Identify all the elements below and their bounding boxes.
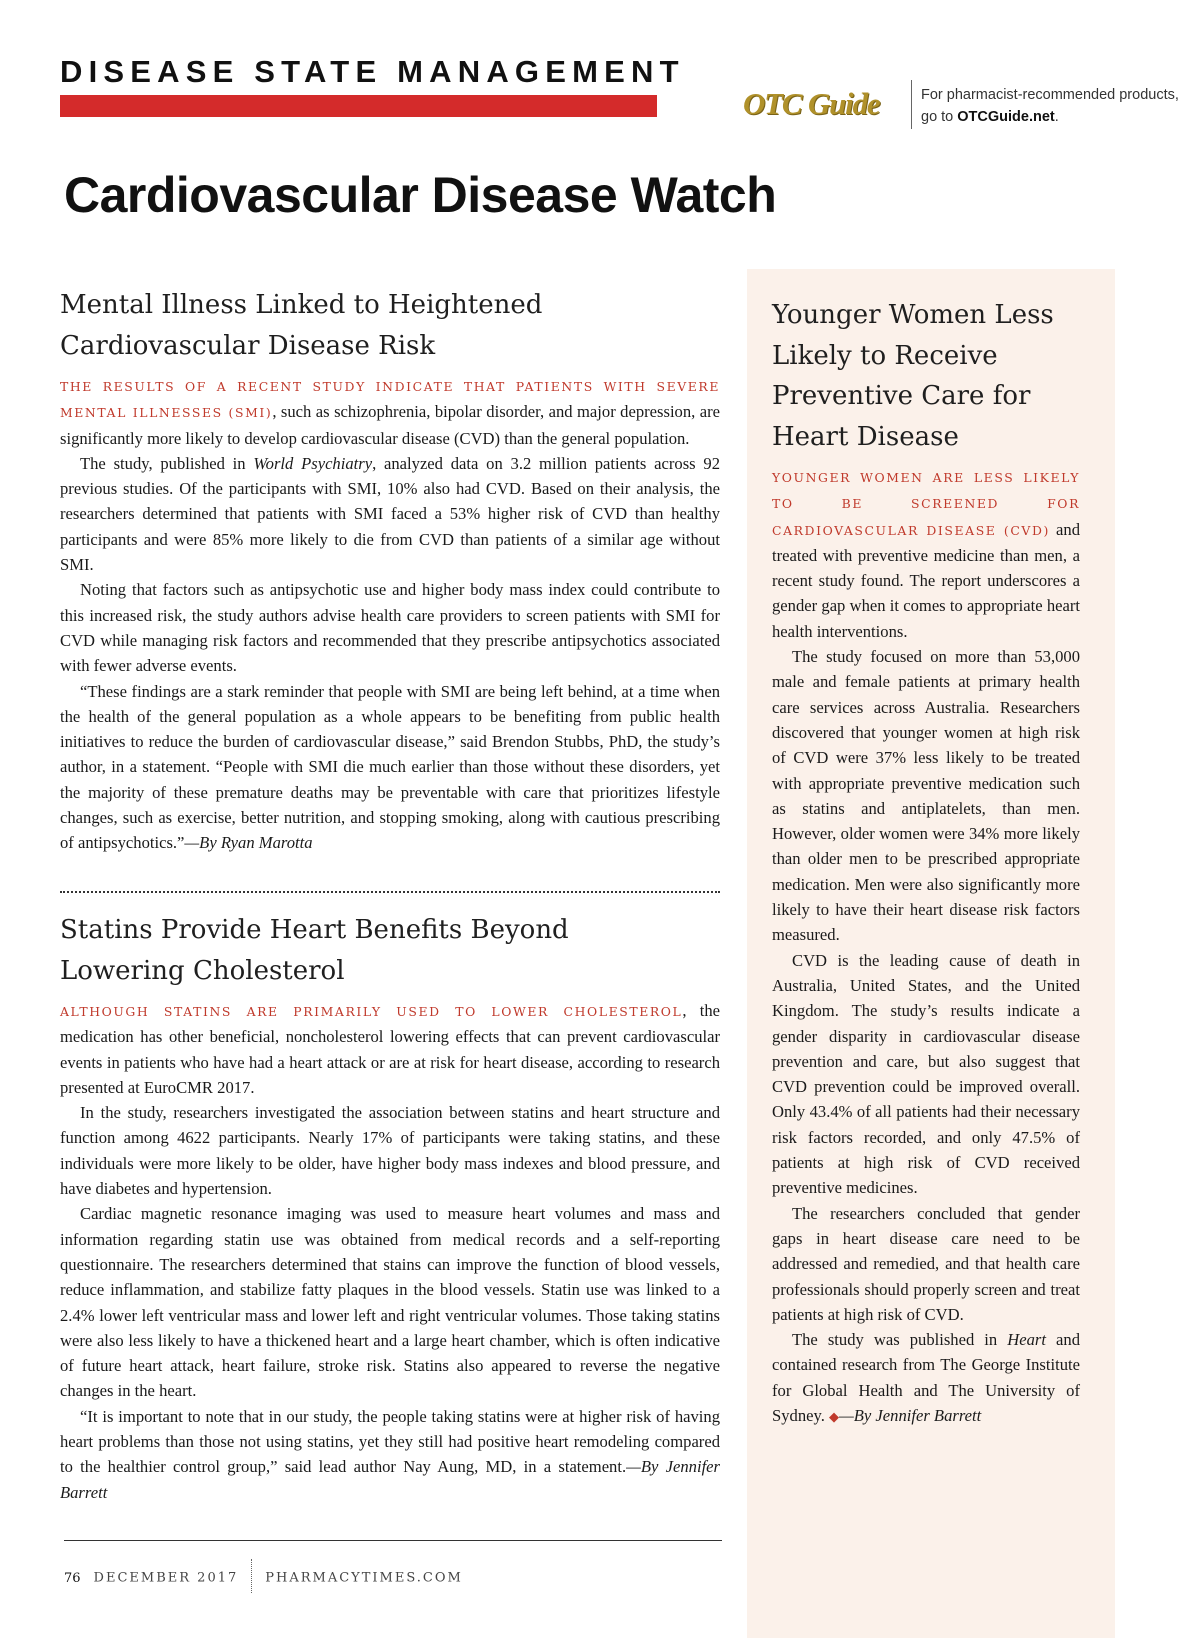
issue-date: DECEMBER 2017	[93, 1570, 239, 1586]
lead-in-text: and treated with preventive medicine than men, a recent study found. The report underscores a gender gap when it comes to appropriate heart health interventions.	[772, 519, 1080, 641]
paragraph-text: , analyzed data on 3.2 million patients across 92 previous studies. Of the participants with SMI, 10% also had CVD. Based on their analysis, the researchers determined that patients with SMI faced a 53% higher risk of CVD than healthy participants and were 85% more likely to die from CVD than patients of a similar age without SMI.	[60, 453, 720, 575]
paragraph-text: “It is important to note that in our study, the people taking statins were at higher risk of having heart problems than those not using statins, yet they still had positive heart remodeling compared to the healthier control group,” said lead author Nay Aung, MD, in a statement.	[60, 1406, 720, 1477]
footer-separator	[251, 1559, 253, 1593]
footer-rule	[64, 1540, 722, 1541]
article-paragraph	[772, 1327, 1080, 1429]
lead-in-caps: ALTHOUGH STATINS ARE PRIMARILY USED TO LOWER CHOLESTEROL	[60, 1004, 683, 1019]
otc-guide-note	[921, 84, 1181, 128]
lead-in-text: , such as schizophrenia, bipolar disorder, and major depression, are significantly more likely to develop cardiovascular disease (CVD) than the general population.	[60, 402, 721, 448]
otc-note-end: .	[1054, 109, 1059, 125]
section-accent-bar	[60, 95, 657, 117]
site-name[interactable]: PHARMACYTIMES.COM	[265, 1570, 463, 1586]
byline: —By Jennifer Barrett	[60, 1457, 720, 1502]
article-paragraph	[772, 464, 1080, 644]
article-paragraph	[60, 373, 720, 451]
lead-in-caps: THE RESULTS OF A RECENT STUDY INDICATE THAT PATIENTS WITH SEVERE MENTAL ILLNESSES (SMI)	[60, 379, 720, 421]
article-paragraph: The researchers concluded that gender gaps in heart disease care need to be addressed and remedied, and that health care professionals should properly screen and treat patients at high risk of CVD.	[772, 1203, 1080, 1324]
article-paragraph	[60, 998, 720, 1100]
article-paragraph	[60, 679, 720, 856]
lead-in-text: , the medication has other beneficial, noncholesterol lowering effects that can prevent cardiovascular events in patients who have had a heart attack or are at risk for heart disease, according to research presented at EuroCMR 2017.	[60, 1001, 720, 1097]
article-body	[60, 373, 720, 856]
byline: —By Ryan Marotta	[184, 833, 313, 853]
article-paragraph: Cardiac magnetic resonance imaging was used to measure heart volumes and mass and information regarding statin use was obtained from medical records and a self-reporting questionnaire. The researchers determined that stains can improve the function of blood vessels, reduce inflammation, and stabilize fatty plaques in the blood vessels. Statin use was linked to a 2.4% lower left ventricular mass and lower left and right ventricular volumes. Those taking statins were also less likely to have a thickened heart and a large heart chamber, which is often indicative of future heart attack, heart failure, stroke risk. Statins also appeared to reverse the negative changes in the heart.	[60, 1204, 720, 1401]
page-number: 76	[64, 1570, 81, 1586]
article-headline: Statins Provide Heart Benefits Beyond Lowering Cholesterol	[60, 915, 569, 986]
otc-guide-link[interactable]: OTCGuide.net	[957, 109, 1055, 125]
byline: —By Jennifer Barrett	[839, 1405, 982, 1425]
otc-guide-logo: OTC Guide	[743, 86, 880, 121]
section-label: DISEASE STATE MANAGEMENT	[60, 54, 685, 89]
sidebar-article-younger-women	[772, 295, 1080, 1429]
otc-note-text: For pharmacist-recommended products, go to	[921, 87, 1179, 125]
article-paragraph: The study focused on more than 53,000 male and female patients at primary health care services across Australia. Researchers discovered that younger women at high risk of CVD were 37% less likely to be treated with appropriate preventive medication such as statins and antiplatelets, than men. However, older women were 34% more likely than older men to be prescribed appropriate medication. Men were also significantly more likely to have their heart disease risk factors measured.	[772, 647, 1080, 945]
end-diamond-icon: ◆	[829, 1408, 840, 1424]
page-footer	[64, 1561, 463, 1595]
paragraph-text: The study, published in	[80, 453, 254, 473]
journal-name: Heart	[1007, 1330, 1046, 1350]
article-body	[60, 998, 720, 1505]
page-title: Cardiovascular Disease Watch	[64, 167, 777, 223]
logo-divider	[911, 80, 912, 129]
paragraph-text: The study was published in	[792, 1330, 1008, 1350]
paragraph-text: “These findings are a stark reminder that people with SMI are being left behind, at a time when the health of the general population as a whole appears to be benefiting from public health initiatives to reduce the burden of cardiovascular disease,” said Brendon Stubbs, PhD, the study’s author, in a statement. “People with SMI die much earlier than those without these disorders, yet the majority of these premature deaths may be preventable with care that prioritizes lifestyle changes, such as exercise, better nutrition, and stopping smoking, along with cautious prescribing of antipsychotics.”	[60, 681, 720, 853]
article-paragraph: CVD is the leading cause of death in Australia, United States, and the United Kingdom. The study’s results indicate a gender disparity in cardiovascular disease prevention and care, but also suggest that CVD prevention could be improved overall. Only 43.4% of all patients had their necessary risk factors recorded, and only 47.5% of patients at high risk of CVD received preventive medicines.	[772, 950, 1080, 1198]
article-paragraph	[60, 451, 720, 577]
journal-name: World Psychiatry	[253, 453, 373, 473]
article-paragraph: Noting that factors such as antipsychotic use and higher body mass index could contribute to this increased risk, the study authors advise health care providers to screen patients with SMI for CVD while managing risk factors and recommended that they prescribe antipsychotics associated with fewer adverse events.	[60, 580, 720, 676]
article-divider	[60, 891, 720, 893]
paragraph-text: and contained research from The George Institute for Global Health and The University of Sydney.	[772, 1330, 1080, 1425]
article-mental-illness	[60, 285, 720, 856]
sidebar-headline: Younger Women Less Likely to Receive Preventive Care for Heart Disease	[772, 300, 1054, 452]
sidebar-body	[772, 464, 1080, 1429]
article-paragraph: In the study, researchers investigated the association between statins and heart structure and function among 4622 participants. Nearly 17% of participants were taking statins, and these individuals were more likely to be older, have higher body mass indexes and blood pressure, and have diabetes and hypertension.	[60, 1103, 720, 1199]
article-headline: Mental Illness Linked to Heightened Cardiovascular Disease Risk	[60, 290, 543, 361]
article-statins	[60, 910, 720, 1505]
article-paragraph	[60, 1404, 720, 1505]
lead-in-caps: YOUNGER WOMEN ARE LESS LIKELY TO BE SCREENED FOR CARDIOVASCULAR DISEASE (CVD)	[772, 470, 1080, 538]
